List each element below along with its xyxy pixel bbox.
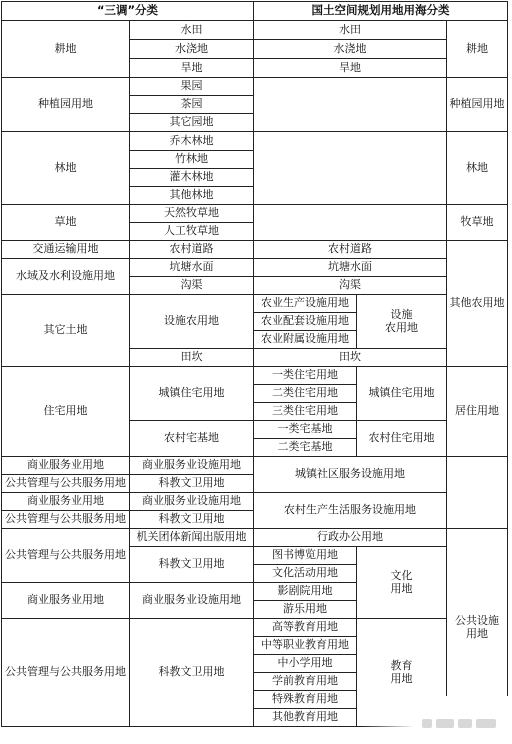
plan-cell: 农村道路 (254, 241, 447, 259)
sub-cell: 科教文卫用地 (130, 475, 254, 493)
group-cell: 住宅用地 (2, 367, 130, 457)
plan-cell: 一类宅基地 (254, 421, 357, 439)
top-cell: 居住用地 (447, 367, 508, 457)
sub-cell: 坑塘水面 (130, 259, 254, 277)
plan-cell: 水浇地 (254, 40, 447, 59)
group-cell: 耕地 (2, 21, 130, 78)
group-cell: 商业服务业用地 (2, 583, 130, 619)
plan-cell: 农村生产生活服务设施用地 (254, 493, 447, 529)
sub-cell: 商业服务业设施用地 (130, 583, 254, 619)
plan-cell: 设施 农用地 (357, 295, 447, 349)
group-cell: 公共管理与公共服务用地 (2, 619, 130, 727)
group-cell: 水域及水利设施用地 (2, 259, 130, 295)
sub-cell: 乔木林地 (130, 132, 254, 151)
plan-cell: 城镇社区服务设施用地 (254, 457, 447, 493)
sub-cell: 灌木林地 (130, 169, 254, 187)
sub-cell: 人工牧草地 (130, 223, 254, 241)
group-cell: 公共管理与公共服务用地 (2, 529, 130, 583)
sub-cell: 水田 (130, 21, 254, 40)
sub-cell: 机关团体新闻出版用地 (130, 529, 254, 547)
top-cell-empty (447, 457, 508, 529)
plan-cell: 农村住宅用地 (357, 421, 447, 457)
plan-cell: 二类住宅用地 (254, 385, 357, 403)
top-cell: 林地 (447, 132, 508, 205)
plan-cell: 农业附属设施用地 (254, 331, 357, 349)
group-cell: 草地 (2, 205, 130, 241)
top-cell: 其他农用地 (447, 241, 508, 367)
group-cell: 其它土地 (2, 295, 130, 367)
top-cell: 牧草地 (447, 205, 508, 241)
plan-cell: 学前教育用地 (254, 673, 357, 691)
group-cell: 商业服务业用地 (2, 457, 130, 475)
plan-cell: 水田 (254, 21, 447, 40)
plan-cell: 三类住宅用地 (254, 403, 357, 421)
sub-cell: 科教文卫用地 (130, 511, 254, 529)
plan-cell: 影剧院用地 (254, 583, 357, 601)
plan-cell: 文化 用地 (357, 547, 447, 619)
plan-cell: 游乐用地 (254, 601, 357, 619)
sub-cell: 旱地 (130, 59, 254, 78)
plan-cell: 图书博览用地 (254, 547, 357, 565)
plan-cell: 中等职业教育用地 (254, 637, 357, 655)
group-cell: 商业服务业用地 (2, 493, 130, 511)
plan-cell-empty (254, 205, 447, 241)
plan-cell-empty (254, 132, 447, 205)
sub-cell: 竹林地 (130, 151, 254, 169)
plan-cell: 中小学用地 (254, 655, 357, 673)
top-cell: 种植园用地 (447, 78, 508, 132)
sub-cell: 天然牧草地 (130, 205, 254, 223)
sub-cell: 农村宅基地 (130, 421, 254, 457)
sub-cell: 设施农用地 (130, 295, 254, 349)
land-classification-table (1, 1, 508, 727)
plan-cell: 文化活动用地 (254, 565, 357, 583)
plan-cell: 特殊教育用地 (254, 691, 357, 709)
top-cell: 公共设施 用地 (447, 529, 508, 727)
plan-cell: 一类住宅用地 (254, 367, 357, 385)
sub-cell: 茶园 (130, 96, 254, 114)
plan-cell: 教育 用地 (357, 619, 447, 727)
group-cell: 交通运输用地 (2, 241, 130, 259)
top-cell: 耕地 (447, 21, 508, 78)
sub-cell: 沟渠 (130, 277, 254, 295)
plan-cell: 田坎 (254, 349, 447, 367)
sub-cell: 城镇住宅用地 (130, 367, 254, 421)
plan-cell: 农业生产设施用地 (254, 295, 357, 313)
sub-cell: 其他林地 (130, 187, 254, 205)
plan-cell: 农业配套设施用地 (254, 313, 357, 331)
group-cell: 林地 (2, 132, 130, 205)
sub-cell: 科教文卫用地 (130, 547, 254, 583)
plan-cell-empty (254, 78, 447, 132)
header-sandiao: “三调”分类 (2, 2, 254, 21)
plan-cell: 坑塘水面 (254, 259, 447, 277)
plan-cell: 二类宅基地 (254, 439, 357, 457)
watermark-logo (422, 716, 500, 730)
plan-cell: 行政办公用地 (254, 529, 447, 547)
group-cell: 种植园用地 (2, 78, 130, 132)
sub-cell: 科教文卫用地 (130, 619, 254, 727)
sub-cell: 田坎 (130, 349, 254, 367)
sub-cell: 商业服务业设施用地 (130, 493, 254, 511)
plan-cell: 沟渠 (254, 277, 447, 295)
sub-cell: 其它园地 (130, 114, 254, 132)
sub-cell: 农村道路 (130, 241, 254, 259)
group-cell: 公共管理与公共服务用地 (2, 511, 130, 529)
sub-cell: 商业服务业设施用地 (130, 457, 254, 475)
sub-cell: 果园 (130, 78, 254, 96)
plan-cell: 其他教育用地 (254, 709, 357, 727)
plan-cell: 旱地 (254, 59, 447, 78)
header-guotu-kongjian: 国土空间规划用地用海分类 (254, 2, 508, 21)
plan-cell: 高等教育用地 (254, 619, 357, 637)
sub-cell: 水浇地 (130, 40, 254, 59)
plan-cell: 城镇住宅用地 (357, 367, 447, 421)
group-cell: 公共管理与公共服务用地 (2, 475, 130, 493)
